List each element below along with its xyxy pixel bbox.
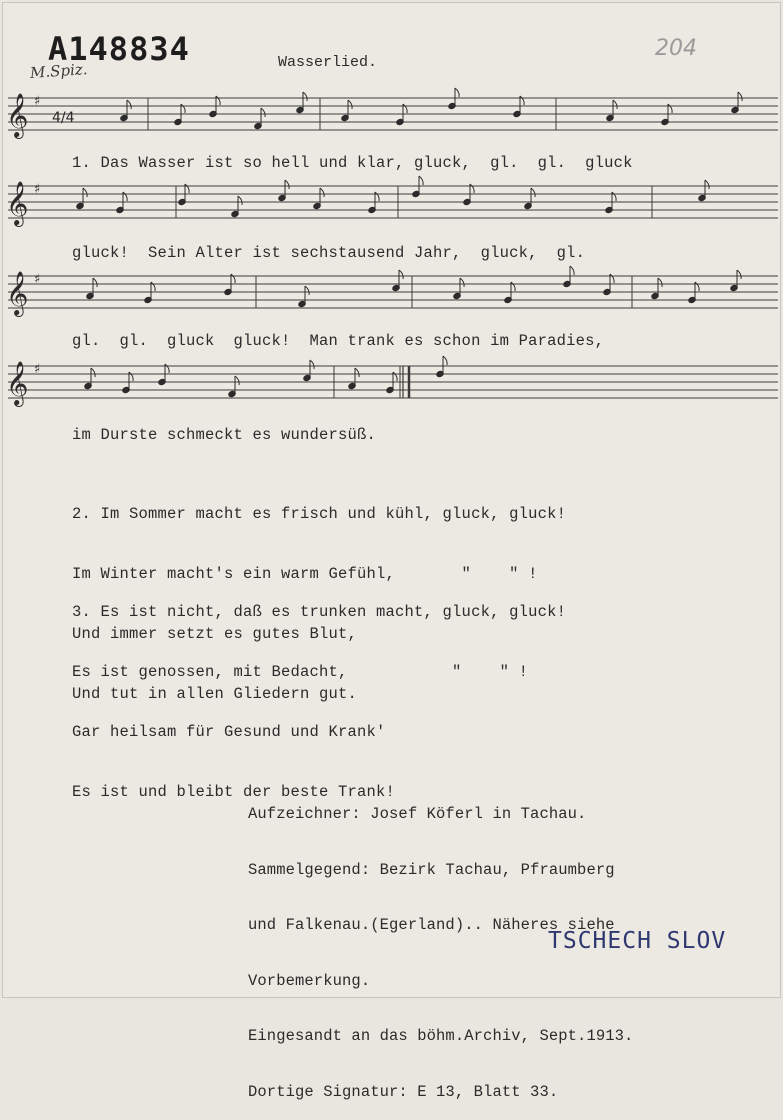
verse-3-line-3: Gar heilsam für Gesund und Krank' bbox=[72, 723, 386, 741]
note-flag bbox=[151, 282, 155, 291]
note-flag bbox=[531, 188, 535, 197]
key-sharp-icon: ♯ bbox=[34, 94, 41, 109]
note-flag bbox=[511, 282, 515, 291]
song-title: Wasserlied. bbox=[278, 54, 378, 71]
key-sharp-icon: ♯ bbox=[34, 362, 41, 377]
note-flag bbox=[393, 372, 397, 381]
origin-stamp: TSCHECH SLOV bbox=[548, 928, 727, 954]
note-flag bbox=[610, 274, 614, 283]
key-sharp-icon: ♯ bbox=[34, 272, 41, 287]
verse-2-line-4: Und tut in allen Gliedern gut. bbox=[72, 685, 358, 703]
note-flag bbox=[443, 356, 447, 365]
note-flag bbox=[470, 184, 474, 193]
note-flag bbox=[310, 360, 314, 369]
note-flag bbox=[695, 282, 699, 291]
note-flag bbox=[231, 274, 235, 283]
key-sharp-icon: ♯ bbox=[34, 182, 41, 197]
note-flag bbox=[612, 192, 616, 201]
verse-2-line-1: 2. Im Sommer macht es frisch und kühl, gluck, gluck! bbox=[72, 505, 567, 523]
verse-2-line-3: Und immer setzt es gutes Blut, bbox=[72, 625, 358, 643]
note-flag bbox=[668, 104, 672, 113]
note-flag bbox=[355, 368, 359, 377]
note-flag bbox=[738, 92, 742, 101]
treble-clef-icon: 𝄞 bbox=[6, 271, 29, 315]
note-flag bbox=[127, 100, 131, 109]
note-flag bbox=[165, 364, 169, 373]
note-flag bbox=[238, 196, 242, 205]
meta-region-cont: und Falkenau.(Egerland).. Näheres siehe bbox=[248, 916, 615, 934]
treble-clef-icon: 𝄞 bbox=[6, 93, 29, 137]
note-flag bbox=[658, 278, 662, 287]
note-flag bbox=[348, 100, 352, 109]
note-flag bbox=[375, 192, 379, 201]
note-flag bbox=[419, 176, 423, 185]
meta-signature: Dortige Signatur: E 13, Blatt 33. bbox=[248, 1082, 559, 1101]
meta-region: Sammelgegend: Bezirk Tachau, Pfraumberg bbox=[248, 860, 615, 879]
archive-number: A148834 bbox=[48, 30, 190, 68]
note-flag bbox=[737, 270, 741, 279]
note-flag bbox=[261, 108, 265, 117]
time-signature: 4/4 bbox=[52, 110, 75, 126]
note-flag bbox=[303, 92, 307, 101]
note-flag bbox=[320, 188, 324, 197]
verse-3-line-1: 3. Es ist nicht, daß es trunken macht, gluck, gluck! bbox=[72, 603, 567, 621]
treble-clef-icon: 𝄞 bbox=[6, 361, 29, 405]
lyric-line-1: 1. Das Wasser ist so hell und klar, gluck, gl. gl. gluck bbox=[72, 154, 633, 172]
note-flag bbox=[403, 104, 407, 113]
note-flag bbox=[235, 376, 239, 385]
note-flag bbox=[83, 188, 87, 197]
lyric-line-3: gl. gl. gluck gluck! Man trank es schon im Paradies, bbox=[72, 332, 605, 350]
note-flag bbox=[93, 278, 97, 287]
note-flag bbox=[129, 372, 133, 381]
note-flag bbox=[705, 180, 709, 189]
verse-3-line-4: Es ist und bleibt der beste Trank! bbox=[72, 783, 396, 801]
note-flag bbox=[570, 266, 574, 275]
note-flag bbox=[305, 286, 309, 295]
music-notation bbox=[0, 0, 783, 420]
lyric-line-4: im Durste schmeckt es wundersüß. bbox=[72, 426, 377, 444]
handwritten-mark: M.Spiz. bbox=[29, 60, 89, 82]
note-flag bbox=[185, 184, 189, 193]
note-flag bbox=[520, 96, 524, 105]
note-flag bbox=[216, 96, 220, 105]
meta-sent: Eingesandt an das böhm.Archiv, Sept.1913. bbox=[248, 1027, 634, 1045]
note-flag bbox=[181, 104, 185, 113]
verse-2-line-2: Im Winter macht's ein warm Gefühl, " " ! bbox=[72, 565, 538, 583]
note-flag bbox=[123, 192, 127, 201]
verse-3-line-2: Es ist genossen, mit Bedacht, " " ! bbox=[72, 663, 529, 681]
note-flag bbox=[613, 100, 617, 109]
treble-clef-icon: 𝄞 bbox=[6, 181, 29, 225]
lyric-line-2: gluck! Sein Alter ist sechstausend Jahr, gluck, gl. bbox=[72, 244, 586, 262]
note-flag bbox=[460, 278, 464, 287]
note-flag bbox=[91, 368, 95, 377]
meta-recorder: Aufzeichner: Josef Köferl in Tachau. bbox=[248, 805, 587, 823]
meta-note: Vorbemerkung. bbox=[248, 971, 371, 990]
note-flag bbox=[455, 88, 459, 97]
note-flag bbox=[399, 270, 403, 279]
pencil-number: 204 bbox=[655, 36, 697, 61]
note-flag bbox=[285, 180, 289, 189]
